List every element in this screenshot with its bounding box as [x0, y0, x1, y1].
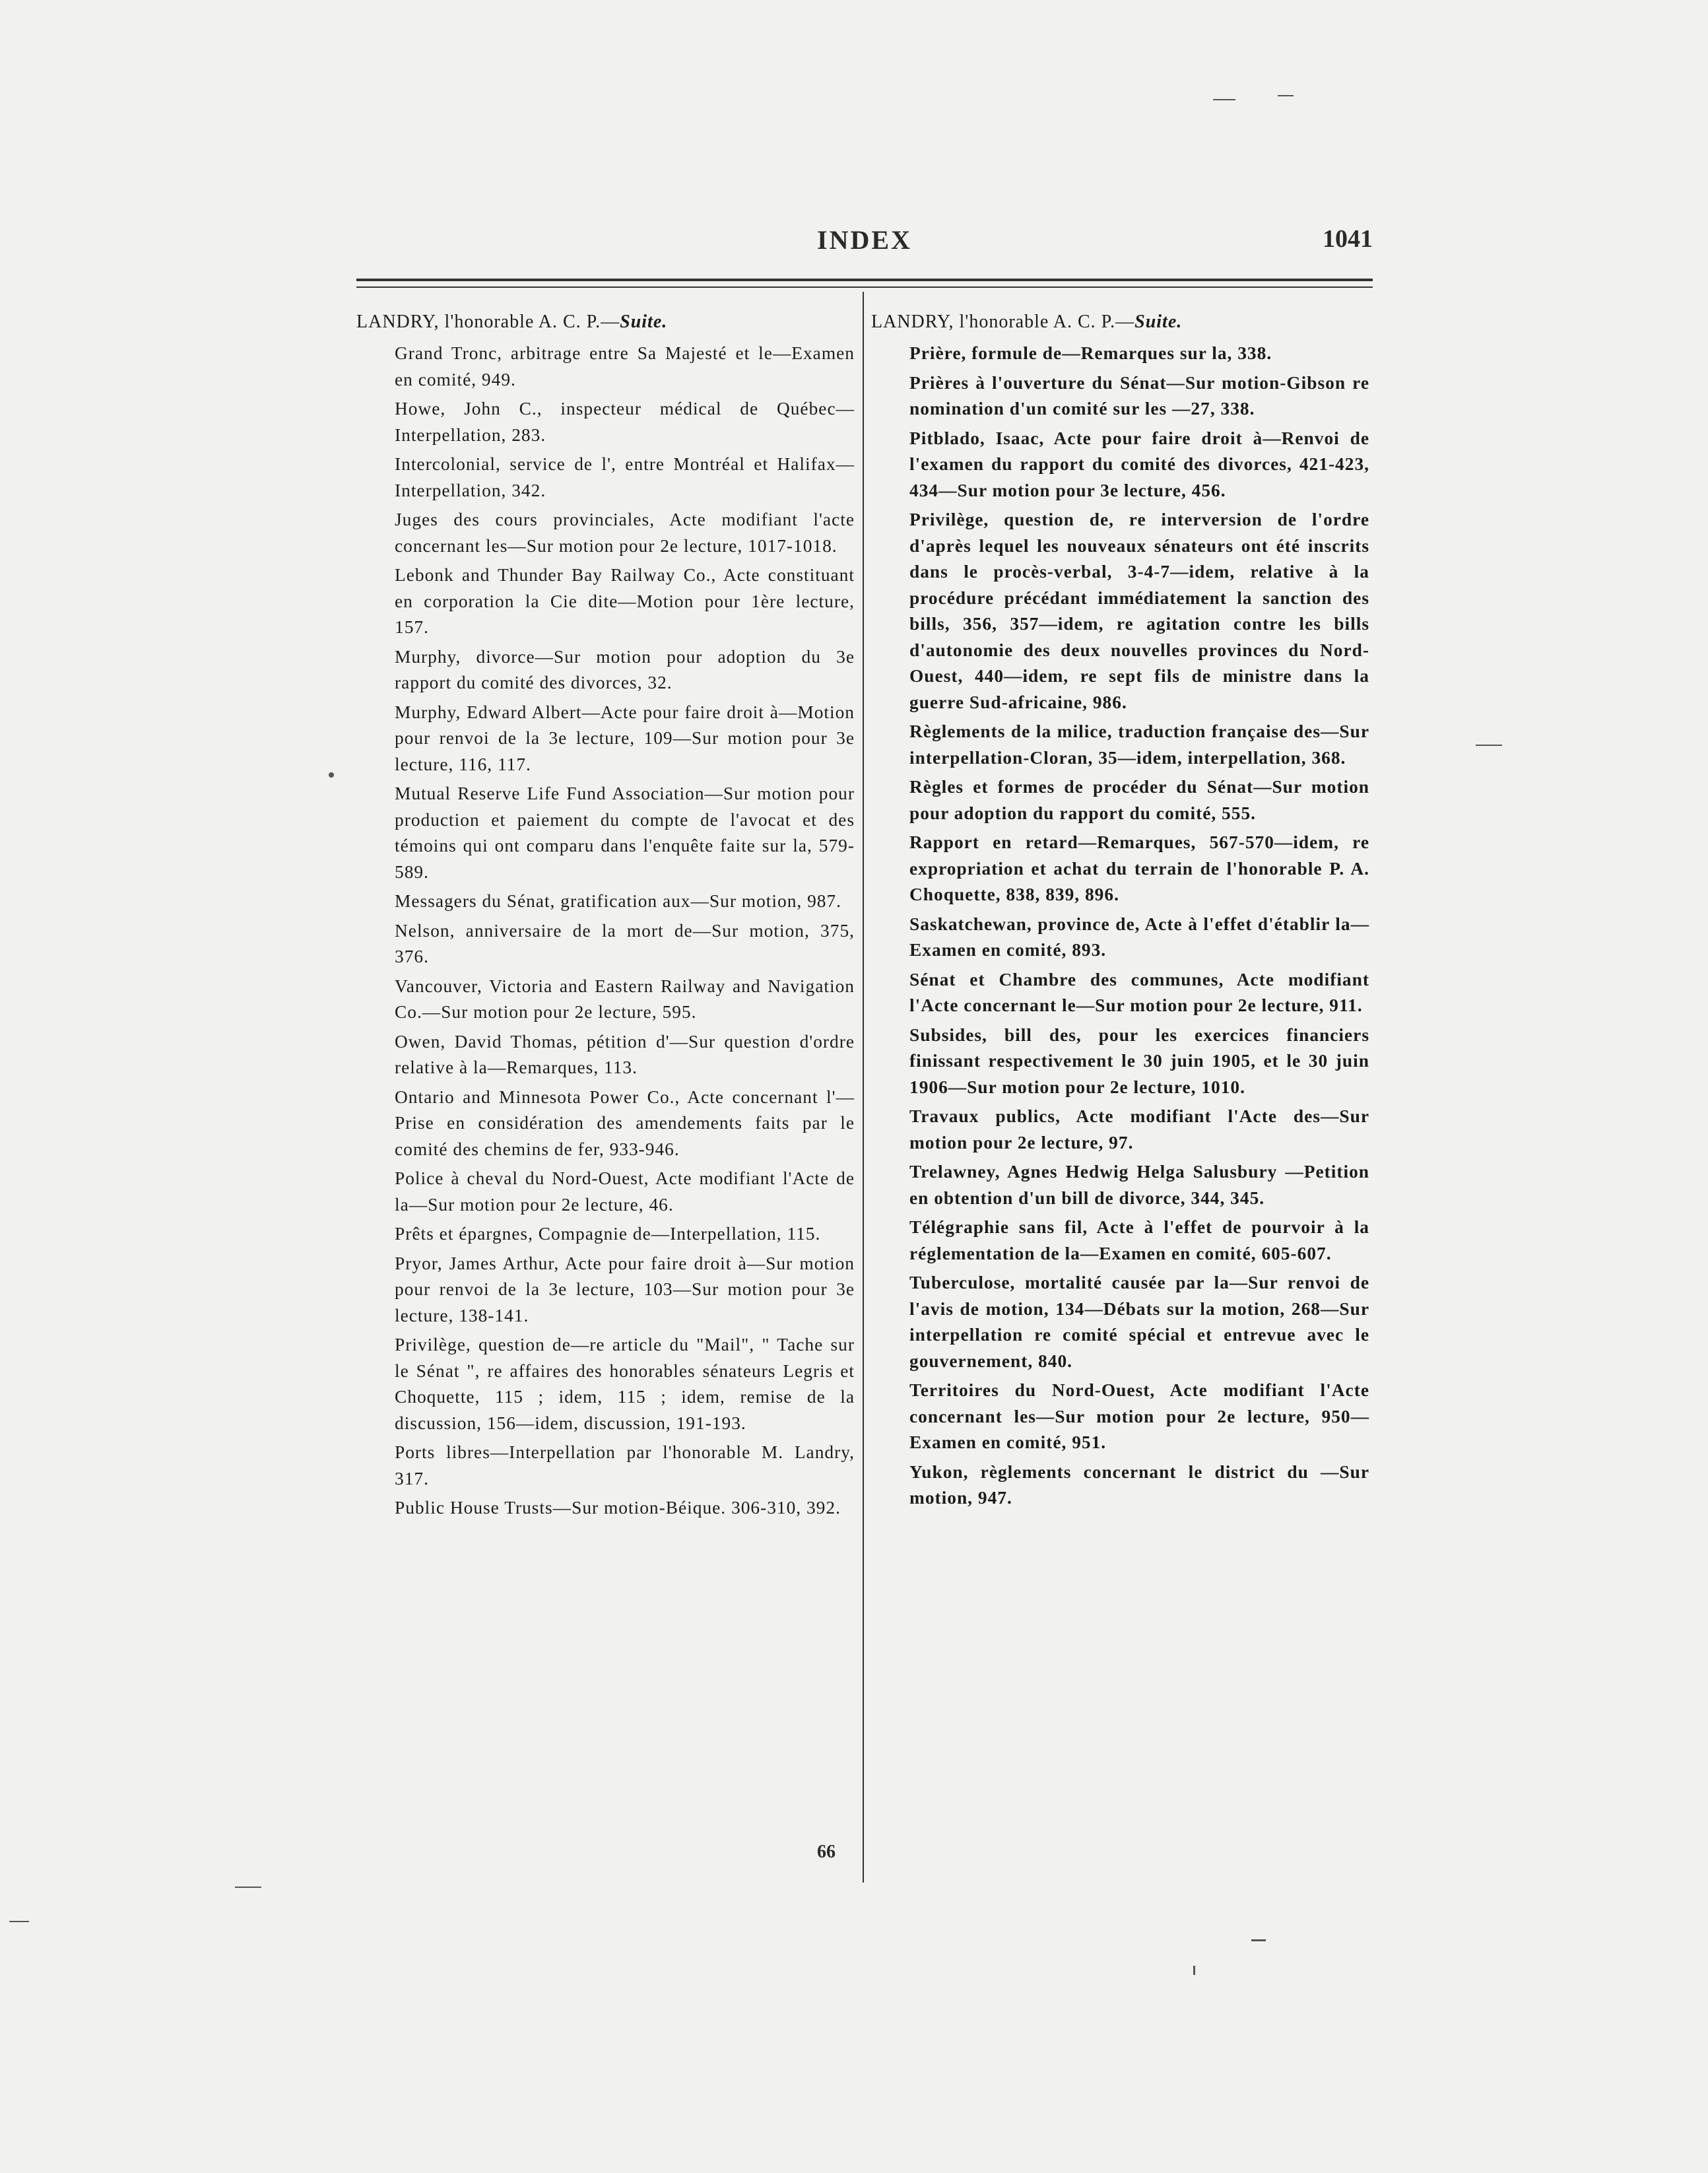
index-entry: Saskatchewan, province de, Acte à l'effet d'établir la—Examen en comité, 893. [909, 914, 1369, 960]
index-entry: Messagers du Sénat, gratification aux—Sur motion, 987. [395, 891, 842, 911]
index-entry: Murphy, divorce—Sur motion pour adoption du 3e rapport du comité des divorces, 32. [395, 646, 855, 692]
page-header [356, 224, 1373, 264]
index-entry: Police à cheval du Nord-Ouest, Acte modifiant l'Acte de la—Sur motion pour 2e lecture, 46. [395, 1168, 855, 1215]
index-entry: Sénat et Chambre des communes, Acte modifiant l'Acte concernant le—Sur motion pour 2e lecture, 911. [909, 969, 1369, 1015]
index-entry: Murphy, Edward Albert—Acte pour faire droit à—Motion pour renvoi de la 3e lecture, 109—Sur motion pour 3e lecture, 116, 117. [395, 702, 855, 774]
index-entry: Public House Trusts—Sur motion-Béique. 306-310, 392. [395, 1498, 841, 1518]
page-title: INDEX [817, 225, 912, 255]
index-entry: Mutual Reserve Life Fund Association—Sur motion pour production et paiement du compte de l'avocat et des témoins qui ont comparu dans l'enquête faite sur la, 579-589. [395, 784, 855, 882]
index-entry: Subsides, bill des, pour les exercices financiers finissant respectivement le 30 juin 1905, et le 30 juin 1906—Sur motion pour 2e lecture, 1010. [909, 1024, 1369, 1097]
index-entry: Travaux publics, Acte modifiant l'Acte des—Sur motion pour 2e lecture, 97. [909, 1106, 1369, 1153]
index-entry: Yukon, règlements concernant le district du —Sur motion, 947. [909, 1461, 1369, 1508]
index-entry: Owen, David Thomas, pétition d'—Sur question d'ordre relative à la—Remarques, 113. [395, 1031, 855, 1077]
right-heading-suite: Suite. [1134, 312, 1183, 332]
ink-speck [1193, 1966, 1195, 1975]
index-entry: Rapport en retard—Remarques, 567-570—idem, re expropriation et achat du terrain de l'honorable P. A. Choquette, 838, 839, 896. [909, 832, 1369, 904]
index-entry: Territoires du Nord-Ouest, Acte modifiant l'Acte concernant les—Sur motion pour 2e lecture, 950—Examen en comité, 951. [909, 1380, 1369, 1452]
index-entry: Pryor, James Arthur, Acte pour faire droit à—Sur motion pour renvoi de la 3e lecture, 103—Sur motion pour 3e lecture, 138-141. [395, 1253, 855, 1325]
left-heading-name: LANDRY, l'honorable A. C. P.— [356, 312, 620, 332]
right-column-heading [871, 309, 1369, 335]
index-entry: Privilège, question de—re article du "Mail", " Tache sur le Sénat ", re affaires des honorables sénateurs Legris et Choquette, 115 ; idem, 115 ; idem, remise de la discussion, 156—idem, discussion, 191-193. [395, 1335, 855, 1433]
index-entry: Howe, John C., inspecteur médical de Québec—Interpellation, 283. [395, 399, 855, 445]
ink-speck [9, 1921, 29, 1922]
index-entry: Ports libres—Interpellation par l'honorable M. Landry, 317. [395, 1442, 855, 1488]
index-entry: Trelawney, Agnes Hedwig Helga Salusbury —Petition en obtention d'un bill de divorce, 344, 345. [909, 1162, 1369, 1208]
column-divider [863, 292, 864, 1883]
right-entry-list [871, 341, 1369, 1512]
left-column-heading [356, 309, 855, 335]
header-rule-top [356, 279, 1373, 281]
index-entry: Grand Tronc, arbitrage entre Sa Majesté et le—Examen en comité, 949. [395, 343, 855, 389]
index-entry: Tuberculose, mortalité causée par la—Sur renvoi de l'avis de motion, 134—Débats sur la motion, 268—Sur interpellation re comité spécial et entrevue avec le gouvernement, 840. [909, 1273, 1369, 1371]
index-entry: Pitblado, Isaac, Acte pour faire droit à—Renvoi de l'examen du rapport du comité des divorces, 421-423, 434—Sur motion pour 3e lecture, 456. [909, 428, 1369, 500]
index-entry: Télégraphie sans fil, Acte à l'effet de pourvoir à la réglementation de la—Examen en comité, 605-607. [909, 1217, 1369, 1263]
ink-speck [235, 1887, 261, 1888]
index-entry: Ontario and Minnesota Power Co., Acte concernant l'—Prise en considération des amendements faits par le comité des chemins de fer, 933-946. [395, 1086, 855, 1159]
header-rule-bottom [356, 286, 1373, 288]
index-entry: Prêts et épargnes, Compagnie de—Interpellation, 115. [395, 1224, 821, 1244]
right-column [871, 309, 1369, 1515]
ink-speck [329, 772, 334, 778]
ink-speck [1278, 95, 1294, 96]
ink-speck [1476, 745, 1502, 746]
index-entry: Prières à l'ouverture du Sénat—Sur motion-Gibson re nomination d'un comité sur les —27, 338. [909, 372, 1369, 418]
index-entry: Intercolonial, service de l', entre Montréal et Halifax—Interpellation, 342. [395, 454, 855, 500]
index-entry: Règles et formes de procéder du Sénat—Sur motion pour adoption du rapport du comité, 555. [909, 777, 1369, 823]
folio-number: 66 [817, 1842, 836, 1862]
index-entry: Prière, formule de—Remarques sur la, 338. [909, 343, 1272, 363]
index-entry: Privilège, question de, re interversion de l'ordre d'après lequel les nouveaux sénateurs ont été inscrits dans le procès-verbal, 3-4-7—idem, relative à la procédure précédant immédiatement la sanction des bills, 356, 357—idem, re agitation contre les bills d'autonomie des deux nouvelles provinces du Nord-Ouest, 440—idem, re sept fils de ministre dans la guerre Sud-africaine, 986. [909, 510, 1369, 712]
left-heading-suite: Suite. [620, 312, 668, 332]
left-column [356, 309, 855, 1525]
index-entry: Lebonk and Thunder Bay Railway Co., Acte constituant en corporation la Cie dite—Motion pour 1ère lecture, 157. [395, 565, 855, 637]
left-entry-list [356, 341, 855, 1521]
page-number: 1041 [1323, 225, 1373, 253]
right-heading-name: LANDRY, l'honorable A. C. P.— [871, 312, 1135, 332]
index-entry: Juges des cours provinciales, Acte modifiant l'acte concernant les—Sur motion pour 2e lecture, 1017-1018. [395, 510, 855, 556]
index-entry: Nelson, anniversaire de la mort de—Sur motion, 375, 376. [395, 920, 855, 966]
index-entry: Vancouver, Victoria and Eastern Railway and Navigation Co.—Sur motion pour 2e lecture, 595. [395, 976, 855, 1022]
index-entry: Règlements de la milice, traduction française des—Sur interpellation-Cloran, 35—idem, interpellation, 368. [909, 721, 1369, 768]
ink-speck [1213, 99, 1235, 100]
ink-speck [1251, 1939, 1266, 1941]
